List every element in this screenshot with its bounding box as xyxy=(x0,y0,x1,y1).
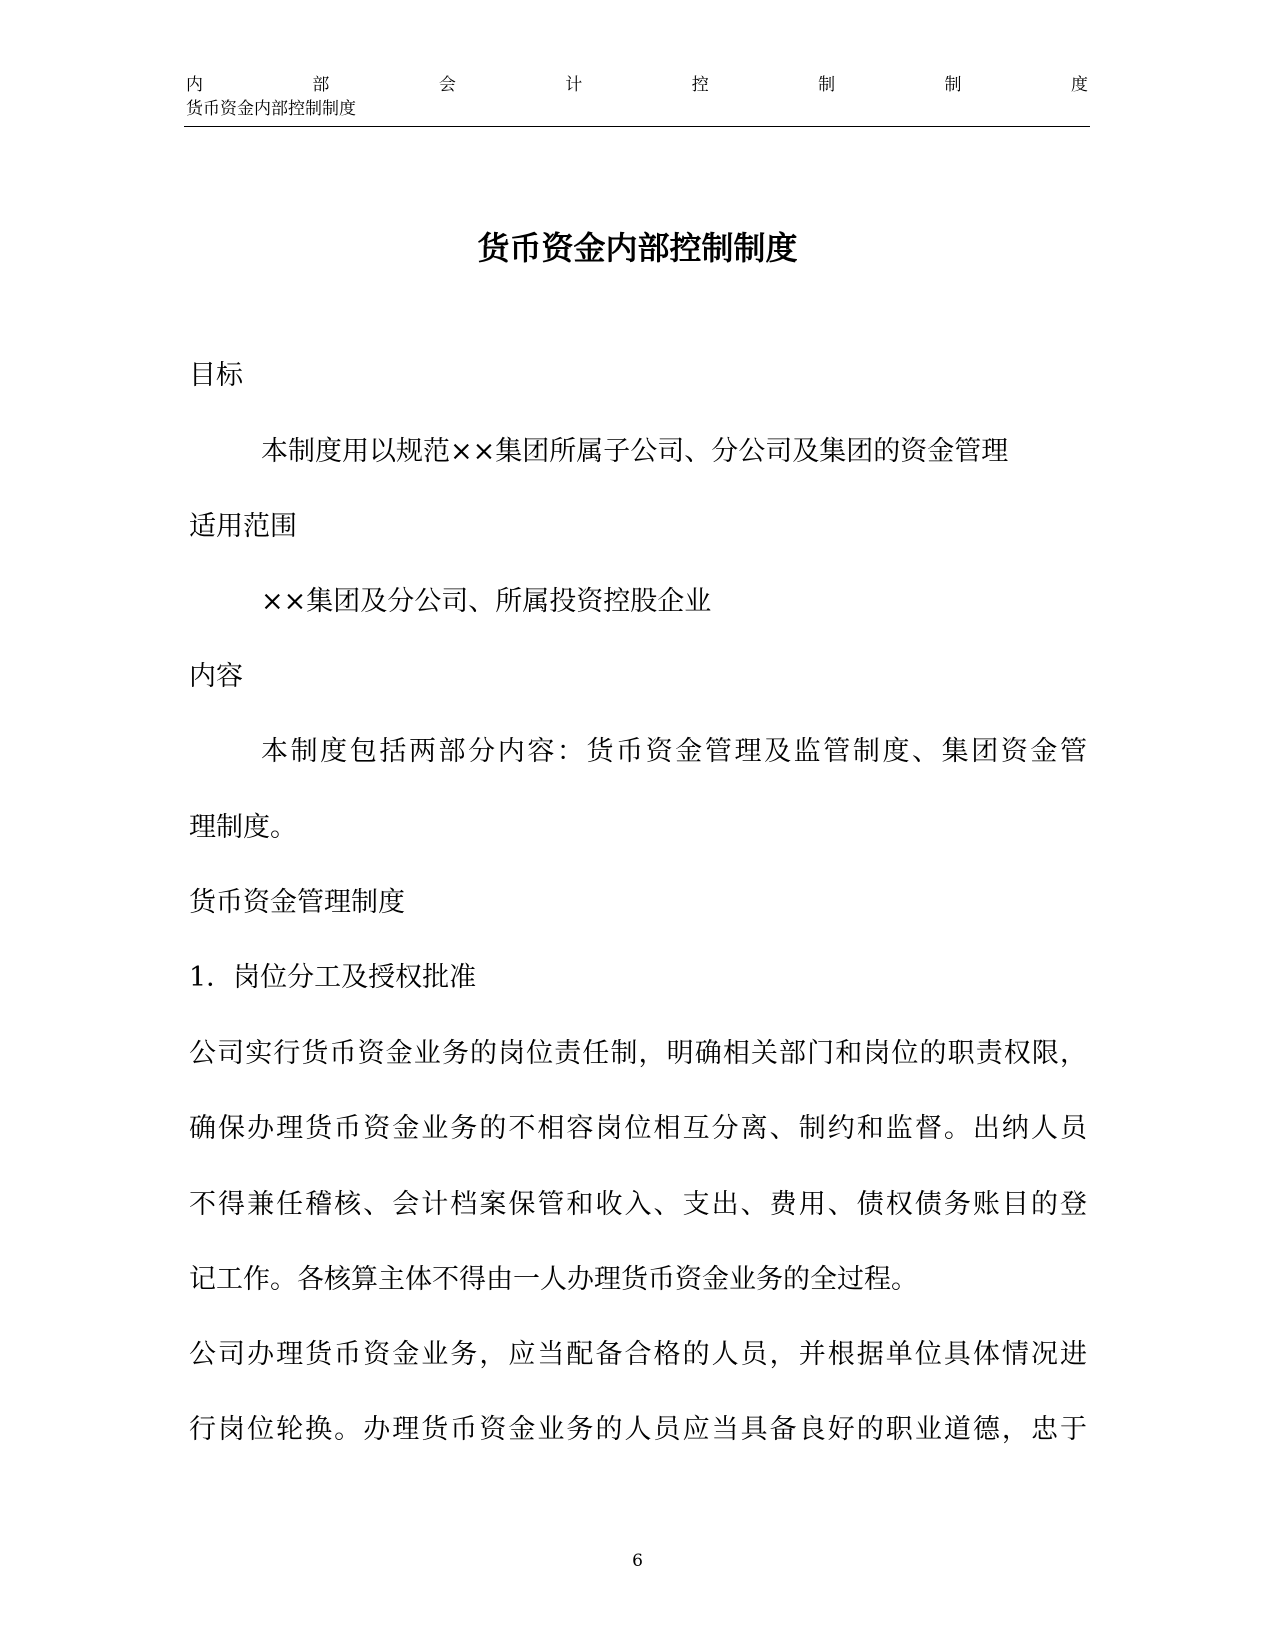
header-divider xyxy=(184,126,1090,127)
paragraph-line: 不得兼任稽核、会计档案保管和收入、支出、费用、债权债务账目的登 xyxy=(189,1189,1087,1220)
header-char: 计 xyxy=(565,75,583,95)
paragraph-line: 本制度包括两部分内容：货币资金管理及监管制度、集团资金管 xyxy=(261,736,1087,767)
page-number: 6 xyxy=(632,1551,643,1571)
numbered-heading: 1．岗位分工及授权批准 xyxy=(189,962,477,993)
header-title-spaced xyxy=(186,74,1088,96)
paragraph-line: 理制度。 xyxy=(189,812,297,843)
document-title: 货币资金内部控制制度 xyxy=(477,229,798,267)
paragraph-line: 公司实行货币资金业务的岗位责任制，明确相关部门和岗位的职责权限， xyxy=(189,1038,1087,1069)
paragraph-line: 公司办理货币资金业务，应当配备合格的人员，并根据单位具体情况进 xyxy=(189,1339,1087,1370)
header-char: 内 xyxy=(186,75,203,95)
header-char: 控 xyxy=(691,75,709,95)
paragraph-line: ××集团及分公司、所属投资控股企业 xyxy=(261,586,712,617)
paragraph-line: 记工作。各核算主体不得由一人办理货币资金业务的全过程。 xyxy=(189,1264,918,1295)
header-char: 制 xyxy=(944,75,962,95)
section-heading-scope: 适用范围 xyxy=(189,511,297,542)
header-subtitle: 货币资金内部控制制度 xyxy=(186,99,356,119)
header-char: 会 xyxy=(438,75,456,95)
section-heading-goal: 目标 xyxy=(189,360,243,391)
header-char: 制 xyxy=(818,75,836,95)
header-char: 部 xyxy=(312,75,330,95)
paragraph-line: 本制度用以规范××集团所属子公司、分公司及集团的资金管理 xyxy=(261,436,1009,467)
paragraph-line: 行岗位轮换。办理货币资金业务的人员应当具备良好的职业道德，忠于 xyxy=(189,1414,1087,1445)
section-heading-content: 内容 xyxy=(189,661,243,692)
section-heading-currency-management: 货币资金管理制度 xyxy=(189,887,405,918)
paragraph-line: 确保办理货币资金业务的不相容岗位相互分离、制约和监督。出纳人员 xyxy=(189,1113,1087,1144)
header-char: 度 xyxy=(1070,75,1088,95)
